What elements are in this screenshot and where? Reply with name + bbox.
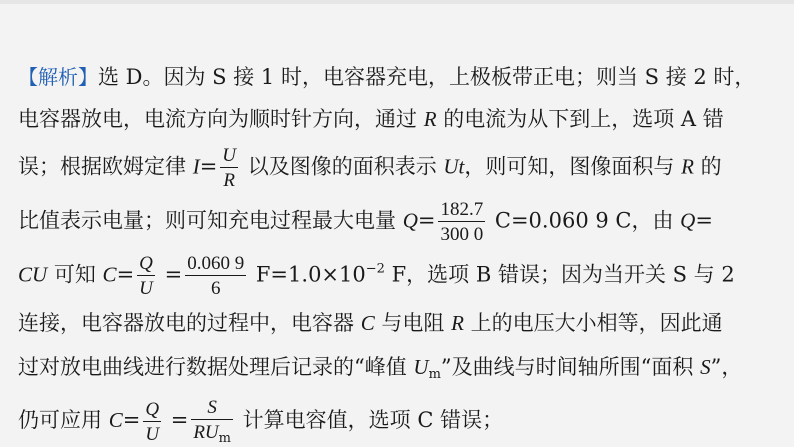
text-line-3 bbox=[18, 146, 776, 190]
symbol-r: R bbox=[681, 154, 694, 179]
line-5-part: F=1.0×10 bbox=[249, 262, 366, 287]
fraction-capacitance bbox=[185, 254, 246, 298]
line-8-part: 计算电容值，选项 C 错误； bbox=[235, 408, 504, 432]
symbol-r: R bbox=[451, 311, 464, 335]
fraction-q-over-u bbox=[137, 254, 155, 298]
symbol-q: Q bbox=[680, 208, 696, 233]
symbol-c: C bbox=[102, 262, 117, 287]
symbol-c: C bbox=[360, 311, 375, 335]
symbol-cu: CU bbox=[18, 262, 48, 287]
fraction-u-over-r bbox=[220, 146, 238, 190]
subscript: m bbox=[218, 431, 231, 446]
numerator: Q bbox=[139, 253, 153, 274]
symbol-r: R bbox=[423, 107, 437, 131]
line-3-part: 误；根据欧姆定律 bbox=[18, 154, 193, 179]
symbol-c: C bbox=[108, 408, 123, 432]
symbol-ut: Ut bbox=[443, 154, 465, 179]
symbol-q: Q bbox=[402, 208, 418, 233]
symbol-s: S bbox=[700, 355, 711, 379]
numerator: 182.7 bbox=[440, 199, 484, 220]
top-band bbox=[0, 0, 794, 4]
line-2-part: 的电流为从下到上，选项 A 错 bbox=[436, 107, 724, 131]
denominator: U bbox=[139, 278, 153, 299]
line-4-part: 比值表示电量；则可知充电过程最大电量 bbox=[18, 208, 403, 233]
text-line-1 bbox=[18, 62, 776, 92]
text-line-4 bbox=[18, 200, 776, 244]
fraction-charge bbox=[438, 200, 485, 244]
line-6-part: 上的电压大小相等，因此通 bbox=[463, 311, 723, 335]
symbol-u: U bbox=[413, 355, 429, 379]
equals-sign: = bbox=[417, 208, 436, 233]
numerator: Q bbox=[145, 398, 160, 420]
line-5-part: 可知 bbox=[47, 262, 103, 287]
denominator: U bbox=[145, 423, 160, 445]
denominator bbox=[191, 420, 233, 445]
line-8-part: 仍可应用 bbox=[18, 408, 109, 432]
line-7-part: 过对放电曲线进行数据处理后记录的“峰值 bbox=[18, 355, 414, 379]
text-line-5 bbox=[18, 254, 776, 298]
denominator: 6 bbox=[210, 278, 221, 299]
denominator: R bbox=[223, 170, 235, 191]
text-line-6 bbox=[18, 308, 776, 338]
equals-sign: = bbox=[116, 262, 135, 287]
symbol-ru: RU bbox=[193, 422, 219, 443]
line-3-part: ，则可知，图像面积与 bbox=[464, 154, 682, 179]
numerator: 0.060 9 bbox=[187, 253, 245, 274]
subscript: m bbox=[428, 367, 441, 382]
fraction-s-over-rum bbox=[191, 398, 233, 445]
line-3-part: 以及图像的面积表示 bbox=[241, 154, 444, 179]
line-1-text: 选 D。因为 S 接 1 时，电容器充电，上极板带正电；则当 S 接 2 时， bbox=[98, 65, 756, 89]
equals-sign: = bbox=[695, 208, 713, 233]
equals-sign: = bbox=[199, 154, 218, 179]
line-7-part: ”， bbox=[710, 355, 743, 379]
symbol-i: I bbox=[192, 154, 200, 179]
equals-sign: = bbox=[157, 262, 183, 287]
line-6-part: 连接，电容器放电的过程中，电容器 bbox=[18, 311, 361, 335]
line-4-part: C=0.060 9 C，由 bbox=[488, 208, 681, 233]
line-6-part: 与电阻 bbox=[374, 311, 452, 335]
line-2-part: 电容器放电，电流方向为顺时针方向，通过 bbox=[18, 107, 424, 131]
analysis-tag: 【解析】 bbox=[18, 65, 98, 89]
denominator: 300 0 bbox=[440, 224, 484, 245]
exponent: −2 bbox=[365, 261, 385, 277]
numerator: U bbox=[222, 145, 237, 166]
text-line-8 bbox=[18, 398, 776, 445]
numerator: S bbox=[191, 398, 233, 420]
line-3-part: 的 bbox=[693, 154, 722, 179]
equals-sign: = bbox=[164, 408, 189, 432]
line-5-part: F，选项 B 错误；因为当开关 S 与 2 bbox=[384, 262, 735, 287]
fraction-q-over-u bbox=[143, 400, 161, 444]
line-7-part: ”及曲线与时间轴所围“面积 bbox=[440, 355, 701, 379]
text-line-2 bbox=[18, 104, 776, 134]
equals-sign: = bbox=[122, 408, 141, 432]
text-line-7 bbox=[18, 352, 776, 390]
